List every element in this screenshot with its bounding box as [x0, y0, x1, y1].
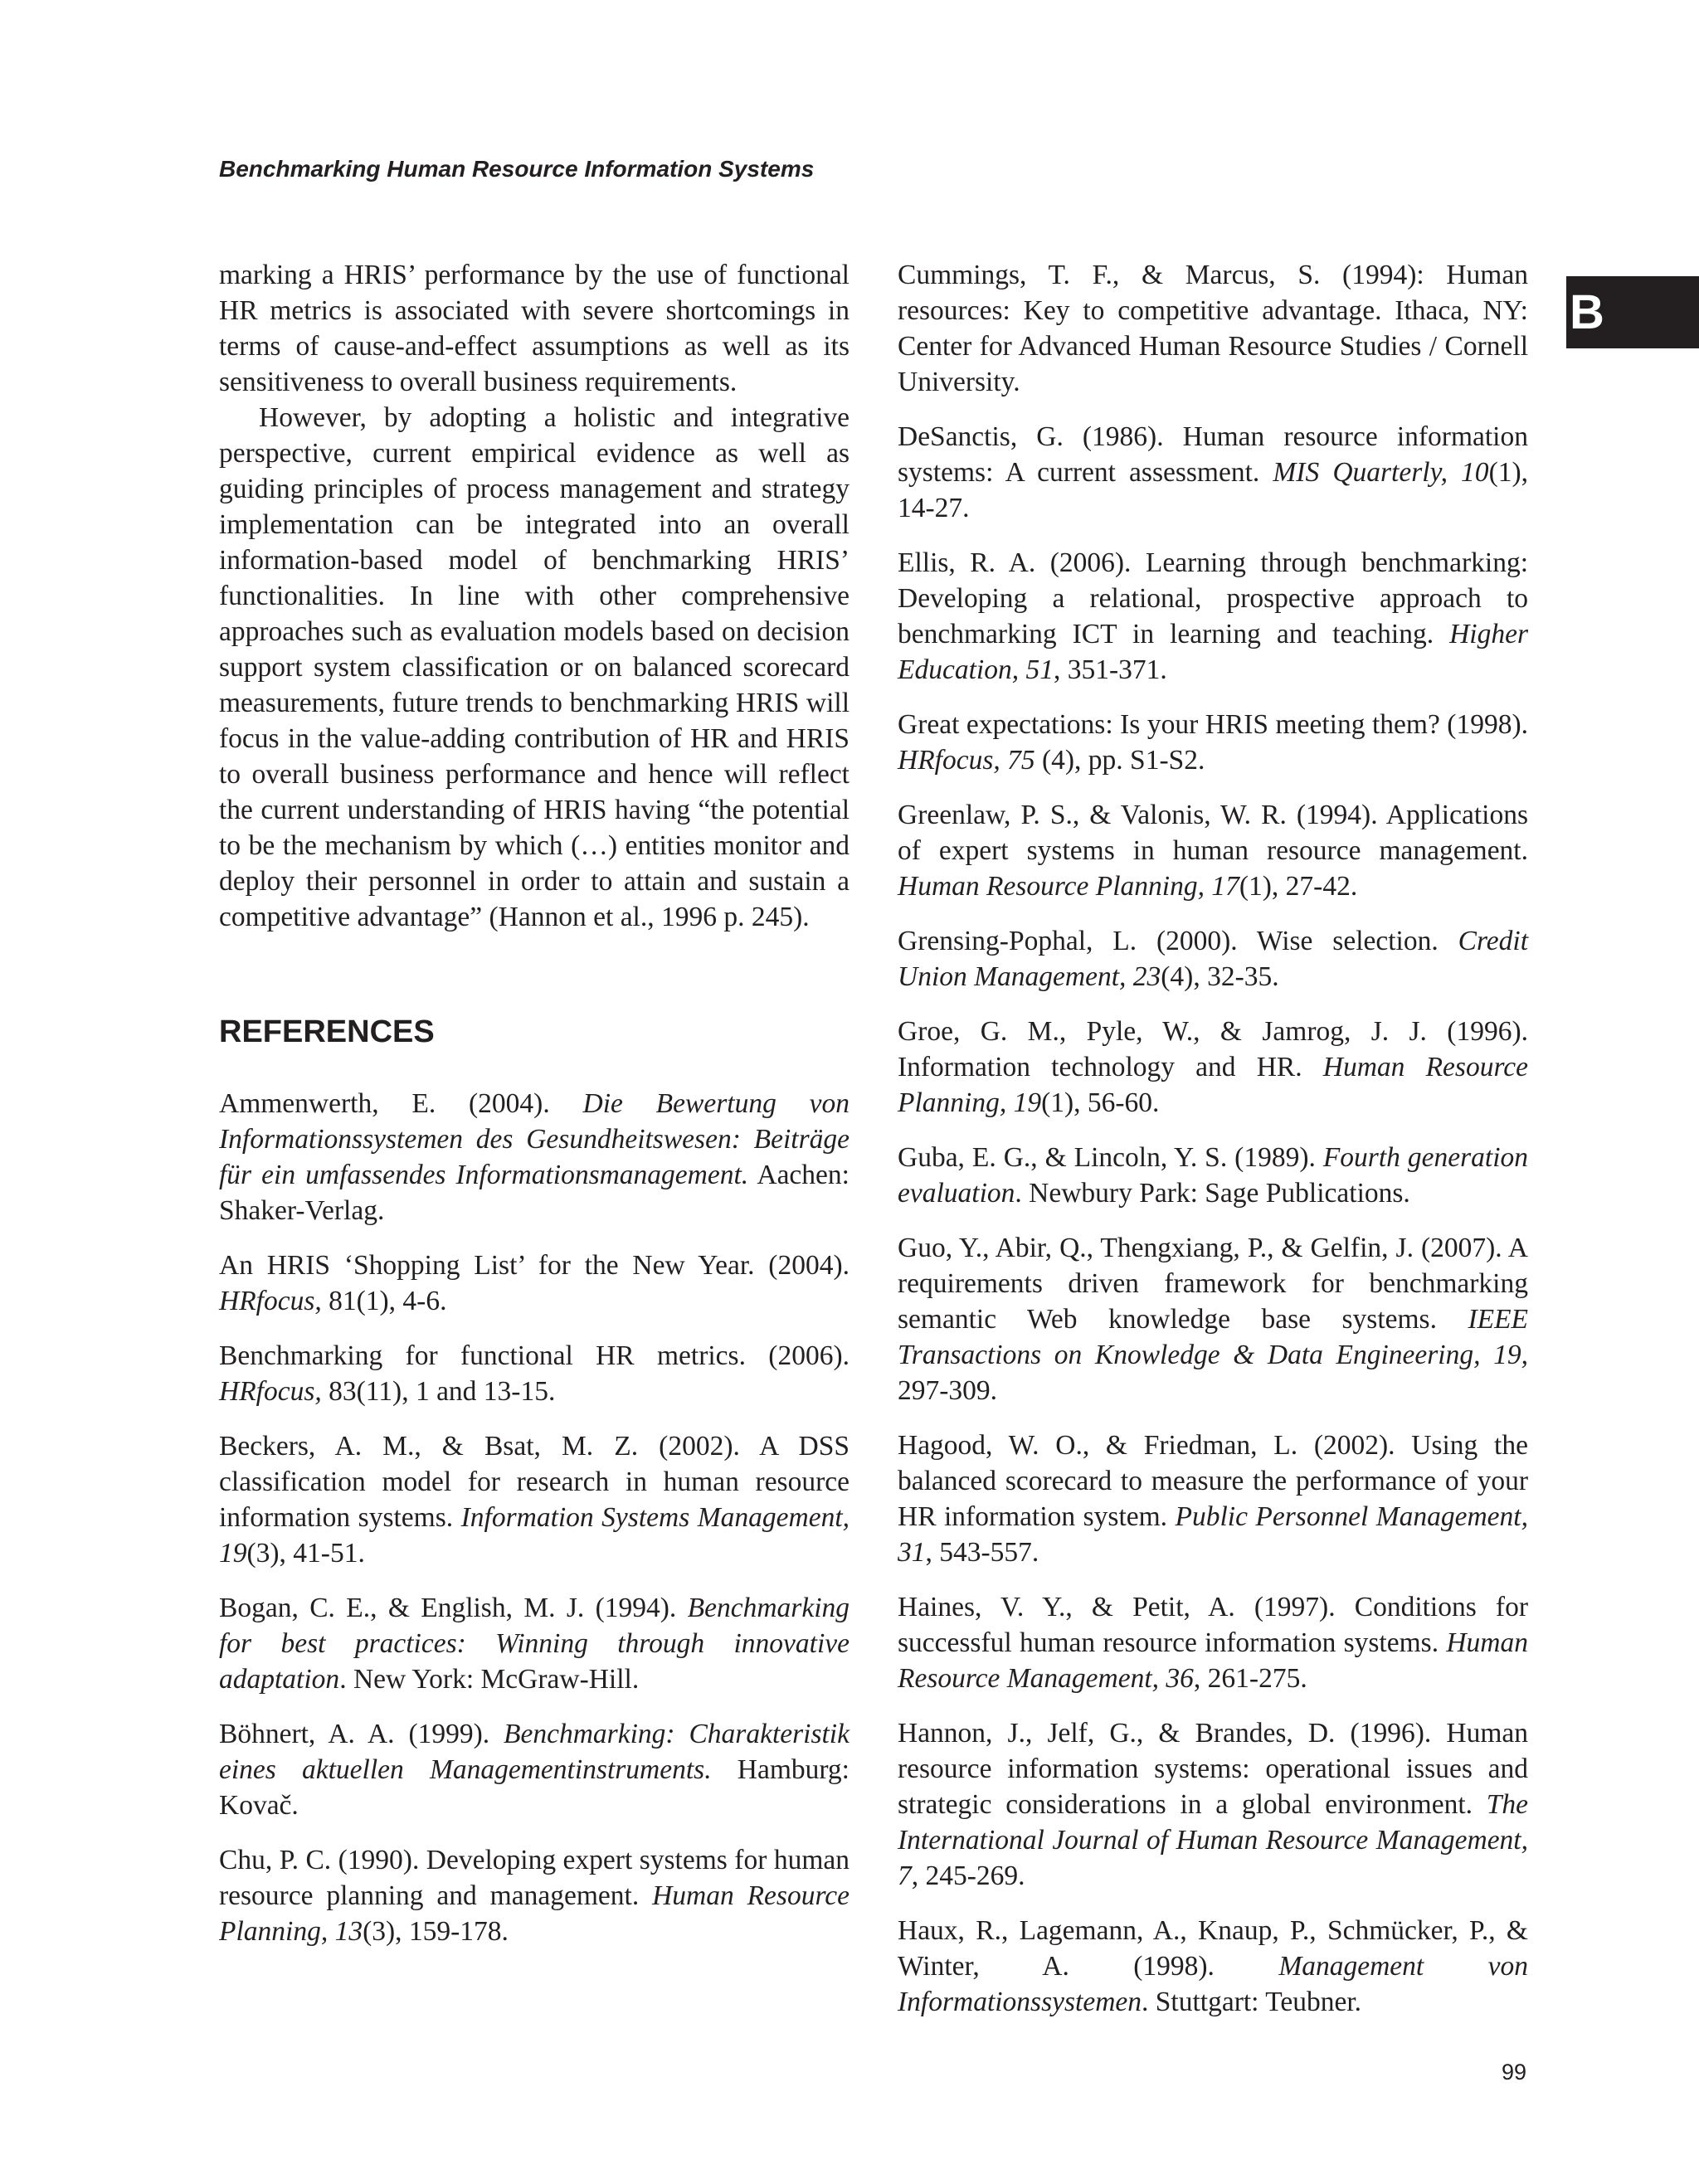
left-column: [219, 257, 850, 1968]
reference-item: Guo, Y., Abir, Q., Thengxiang, P., & Gelfin, J. (2007). A requirements driven framework for benchmarking semantic Web knowledge base systems. IEEE Transactions on Knowledge & Data Engineering, 19, 297-309.: [898, 1233, 1528, 1406]
reference-item: Benchmarking for functional HR metrics. (2006). HRfocus, 83(11), 1 and 13-15.: [219, 1340, 850, 1407]
body-text: [219, 257, 850, 935]
body-paragraph: marking a HRIS’ performance by the use of functional HR metrics is associated with severe shortcomings in terms of cause-and-effect assumptions as well as its sensitiveness to overall business requirements.: [219, 260, 850, 397]
reference-item: Cummings, T. F., & Marcus, S. (1994): Human resources: Key to competitive advantage. Ithaca, NY: Center for Advanced Human Resource Studies / Cornell University.: [898, 260, 1528, 397]
reference-item: Ammenwerth, E. (2004). Die Bewertung von Informationssystemen des Gesundheitswesen: Beiträge für ein umfassendes Informationsmanagement. Aachen: Shaker-Verlag.: [219, 1088, 850, 1226]
reference-item: Chu, P. C. (1990). Developing expert systems for human resource planning and management. Human Resource Planning, 13(3), 159-178.: [219, 1845, 850, 1947]
reference-item: An HRIS ‘Shopping List’ for the New Year. (2004). HRfocus, 81(1), 4-6.: [219, 1250, 850, 1316]
reference-item: Bogan, C. E., & English, M. J. (1994). Benchmarking for best practices: Winning through innovative adaptation. New York: McGraw-Hill.: [219, 1593, 850, 1695]
reference-item: Great expectations: Is your HRIS meeting them? (1998). HRfocus, 75 (4), pp. S1-S2.: [898, 709, 1528, 776]
references-heading: REFERENCES: [219, 1014, 435, 1049]
reference-item: Haines, V. Y., & Petit, A. (1997). Conditions for successful human resource information systems. Human Resource Management, 36, 261-275.: [898, 1592, 1528, 1694]
reference-item: DeSanctis, G. (1986). Human resource information systems: A current assessment. MIS Quarterly, 10(1), 14-27.: [898, 421, 1528, 523]
reference-item: Grensing-Pophal, L. (2000). Wise selection. Credit Union Management, 23(4), 32-35.: [898, 926, 1528, 992]
reference-item: Greenlaw, P. S., & Valonis, W. R. (1994). Applications of expert systems in human resource management. Human Resource Planning, 17(1), 27-42.: [898, 800, 1528, 902]
body-paragraph: However, by adopting a holistic and integrative perspective, current empirical evidence as well as guiding principles of process management and strategy implementation can be integrated into an overall information-based model of benchmarking HRIS’ functionalities. In line with other comprehensive approaches such as evaluation models based on decision support system classification or on balanced scorecard measurements, future trends to benchmarking HRIS will focus in the value-adding contribution of HR and HRIS to overall business performance and hence will reflect the current understanding of HRIS having “the potential to be the mechanism by which (…) entities monitor and deploy their personnel in order to attain and sustain a competitive advantage” (Hannon et al., 1996 p. 245).: [219, 402, 850, 932]
references-list-left: [219, 1086, 850, 1949]
reference-item: Böhnert, A. A. (1999). Benchmarking: Charakteristik eines aktuellen Managementinstruments. Hamburg: Kovač.: [219, 1719, 850, 1821]
right-column: [898, 257, 1528, 2039]
references-list-right: [898, 257, 1528, 2020]
reference-item: Ellis, R. A. (2006). Learning through benchmarking: Developing a relational, prospective approach to benchmarking ICT in learning and teaching. Higher Education, 51, 351-371.: [898, 547, 1528, 685]
reference-item: Haux, R., Lagemann, A., Knaup, P., Schmücker, P., & Winter, A. (1998). Management von Informationssystemen. Stuttgart: Teubner.: [898, 1915, 1528, 2017]
running-head: Benchmarking Human Resource Information Systems: [219, 156, 815, 182]
section-tab: B: [1566, 276, 1699, 348]
reference-item: Hagood, W. O., & Friedman, L. (2002). Using the balanced scorecard to measure the performance of your HR information system. Public Personnel Management, 31, 543-557.: [898, 1430, 1528, 1568]
page-number: 99: [1502, 2060, 1527, 2084]
reference-item: Beckers, A. M., & Bsat, M. Z. (2002). A DSS classification model for research in human resource information systems. Information Systems Management, 19(3), 41-51.: [219, 1431, 850, 1569]
reference-item: Groe, G. M., Pyle, W., & Jamrog, J. J. (1996). Information technology and HR. Human Resource Planning, 19(1), 56-60.: [898, 1016, 1528, 1118]
reference-item: Hannon, J., Jelf, G., & Brandes, D. (1996). Human resource information systems: operational issues and strategic considerations in a global environment. The International Journal of Human Resource Management, 7, 245-269.: [898, 1718, 1528, 1891]
reference-item: Guba, E. G., & Lincoln, Y. S. (1989). Fourth generation evaluation. Newbury Park: Sage Publications.: [898, 1142, 1528, 1209]
